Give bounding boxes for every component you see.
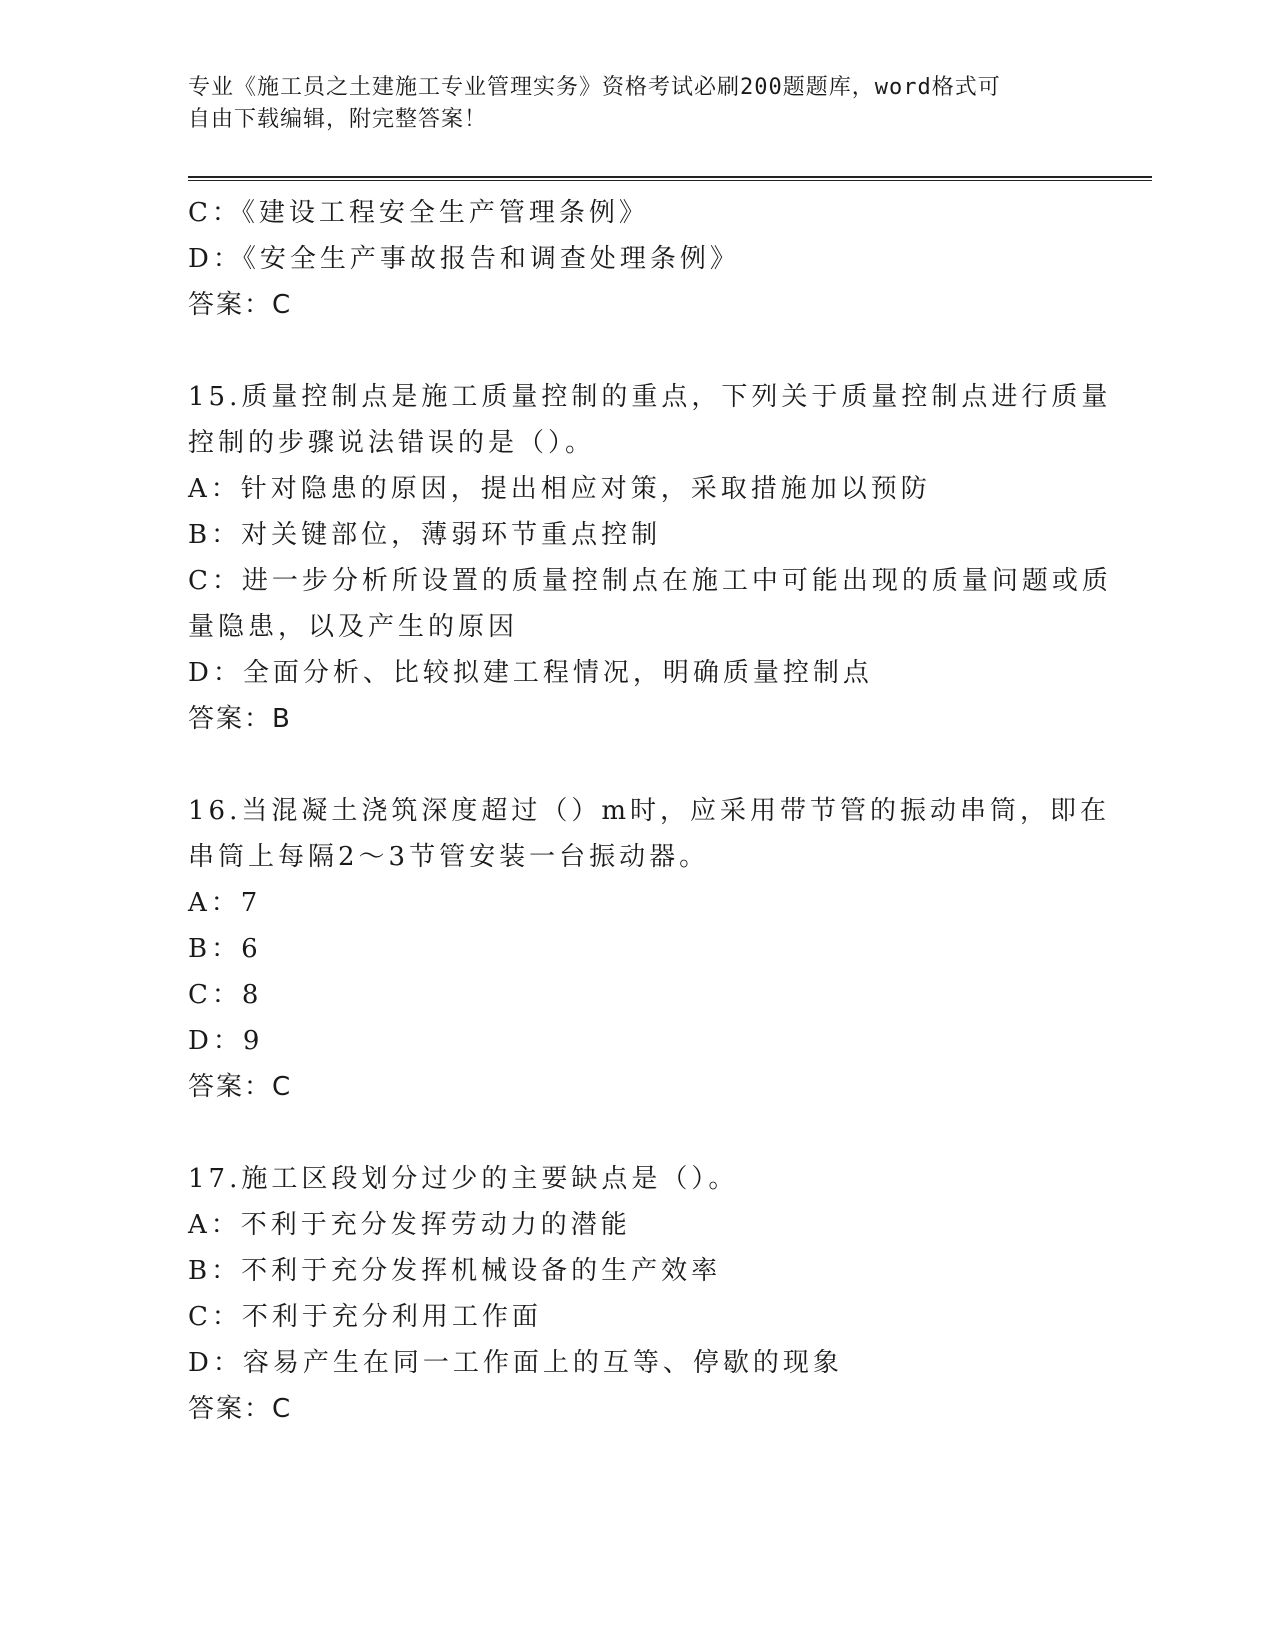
option-b: B：不利于充分发挥机械设备的生产效率 — [188, 1256, 722, 1286]
option-c: C：进一步分析所设置的质量控制点在施工中可能出现的质量问题或质 — [188, 566, 1112, 596]
spacer — [188, 328, 1088, 374]
header-title-line-2: 自由下载编辑，附完整答案！ — [188, 107, 488, 132]
question-content — [188, 190, 1112, 1432]
answer: 答案：C — [188, 1394, 293, 1424]
option-b: B：6 — [188, 934, 262, 964]
option-c: C：《建设工程安全生产管理条例》 — [188, 198, 649, 228]
option-a: A：7 — [188, 888, 262, 918]
question-stem: 15.质量控制点是施工质量控制的重点，下列关于质量控制点进行质量 — [188, 382, 1112, 412]
question-stem: 16.当混凝土浇筑深度超过（）m时，应采用带节管的振动串筒，即在 — [188, 796, 1111, 826]
option-d: D：9 — [188, 1026, 264, 1056]
option-d: D：《安全生产事故报告和调查处理条例》 — [188, 244, 740, 274]
option-c: C：8 — [188, 980, 263, 1010]
header-divider — [188, 176, 1152, 181]
option-d: D：全面分析、比较拟建工程情况，明确质量控制点 — [188, 658, 873, 688]
question-stem-continued: 串筒上每隔2～3节管安装一台振动器。 — [188, 842, 710, 872]
spacer — [188, 1110, 1088, 1156]
option-c: C：不利于充分利用工作面 — [188, 1302, 542, 1332]
header-title-line-1: 专业《施工员之土建施工专业管理实务》资格考试必刷200题题库，word格式可 — [188, 75, 1001, 100]
question-15 — [188, 374, 1112, 742]
answer: 答案：C — [188, 1072, 293, 1102]
option-a: A：不利于充分发挥劳动力的潜能 — [188, 1210, 631, 1240]
document-header — [188, 72, 1088, 136]
previous-question-tail — [188, 190, 1088, 328]
option-a: A：针对隐患的原因，提出相应对策，采取措施加以预防 — [188, 474, 931, 504]
question-stem: 17.施工区段划分过少的主要缺点是（）。 — [188, 1164, 739, 1194]
option-b: B：对关键部位，薄弱环节重点控制 — [188, 520, 662, 550]
answer: 答案：C — [188, 290, 293, 320]
option-c-continued: 量隐患，以及产生的原因 — [188, 612, 519, 642]
spacer — [188, 742, 1088, 788]
option-d: D：容易产生在同一工作面上的互等、停歇的现象 — [188, 1348, 843, 1378]
question-17 — [188, 1156, 1088, 1432]
answer: 答案：B — [188, 704, 292, 734]
question-stem-continued: 控制的步骤说法错误的是（）。 — [188, 428, 596, 458]
question-16 — [188, 788, 1111, 1110]
